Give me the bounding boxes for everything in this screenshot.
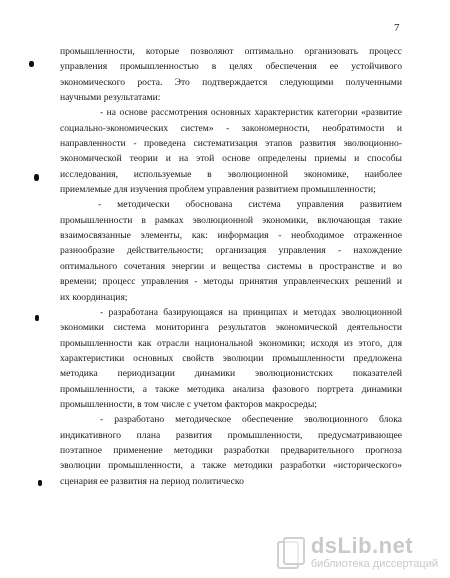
text-line: индикативного плана развития промышленности, предусматривающее bbox=[60, 429, 402, 441]
watermark-subtitle: библиотека диссертаций bbox=[310, 557, 438, 570]
text-line: - разработана базирующаяся на принципах и методах эволюционной bbox=[100, 306, 402, 318]
watermark bbox=[277, 534, 438, 570]
page-number: 7 bbox=[394, 22, 400, 34]
text-line: оптимального сочетания энергии и вещества системы в пространстве и во bbox=[60, 260, 402, 272]
text-line: времени; процесс управления - методы принятия управленческих решений и bbox=[60, 276, 402, 288]
text-line: промышленности в рамках эволюционной экономики, включающая такие bbox=[60, 214, 402, 226]
text-line: характеристики основных свойств эволюции промышленности предложена bbox=[60, 352, 402, 364]
scan-mark-middle bbox=[34, 174, 39, 181]
scan-mark-bottom bbox=[38, 480, 42, 486]
document-body bbox=[60, 44, 402, 489]
text-line: взаимосвязанные элементы, как: информация - необходимое отраженное bbox=[60, 230, 402, 242]
text-line: приемлемые для изучения проблем управления развитием промышленности; bbox=[60, 184, 376, 196]
text-line: - разработано методическое обеспечение эволюционного блока bbox=[100, 414, 402, 426]
text-line: промышленности, которые позволяют оптимально организовать процесс bbox=[60, 46, 402, 57]
text-line: их координация; bbox=[60, 291, 128, 303]
scan-mark-top bbox=[29, 61, 34, 67]
text-line: управления промышленностью в целях обеспечения ее устойчивого bbox=[60, 61, 402, 73]
text-line: научными результатами: bbox=[60, 92, 161, 104]
text-line: методика периодизации динамики эволюционистских показателей bbox=[60, 368, 402, 380]
scan-mark-lower bbox=[35, 315, 39, 321]
text-line: направленности - проведена систематизация этапов развития эволюционно- bbox=[60, 138, 402, 150]
text-line: экономического роста. Это подтверждается следующими полученными bbox=[60, 76, 402, 88]
text-line: промышленности как отрасли национальной экономики; исходя из этого, для bbox=[60, 337, 402, 349]
watermark-brand: dsLib.net bbox=[310, 532, 414, 558]
text-line: социально-экономических систем» - закономерности, необратимости и bbox=[60, 122, 402, 134]
text-line: экономической теории и на этой основе определены приемы и способы bbox=[60, 153, 402, 165]
text-line: - методически обоснована система управления развитием bbox=[98, 199, 402, 211]
text-line: экономики система мониторинга результатов экономической деятельности bbox=[60, 322, 402, 334]
text-line: промышленности, а также методика анализа фазового портрета динамики bbox=[60, 383, 402, 395]
text-line: сценария ее развития на период политическо bbox=[60, 475, 244, 487]
text-line: поэтапное применение методики разработки предварительного прогноза bbox=[60, 444, 402, 456]
text-line: промышленности, в том числе с учетом факторов макросреды; bbox=[60, 398, 317, 410]
document-stack-icon bbox=[277, 537, 305, 567]
text-line: исследования, используемые в эволюционной экономике, наиболее bbox=[60, 168, 402, 180]
text-line: эволюции промышленности, а также методики разработки «исторического» bbox=[60, 460, 402, 472]
text-line: - на основе рассмотрения основных характеристик категории «развитие bbox=[100, 107, 402, 119]
text-line: разнообразие действительности; организация управления - нахождение bbox=[60, 245, 402, 257]
